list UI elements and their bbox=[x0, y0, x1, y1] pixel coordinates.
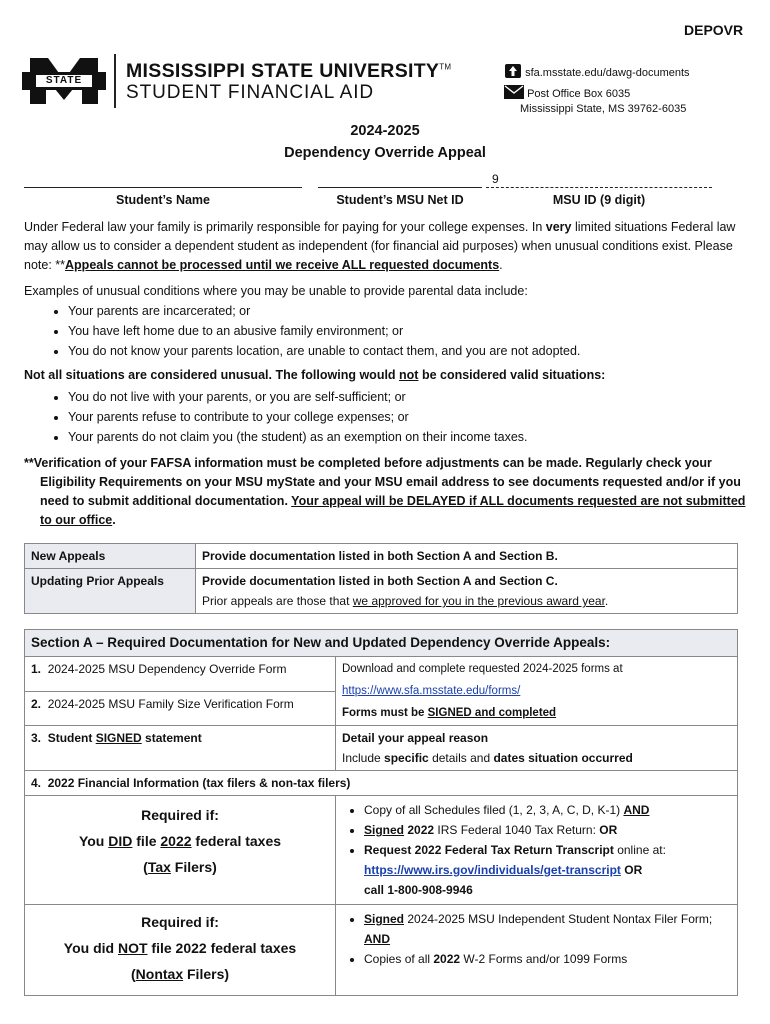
doc-text: IRS Federal 1040 Tax Return: bbox=[434, 823, 600, 837]
required-if: Required if: bbox=[141, 914, 219, 930]
net-id-label: Student’s MSU Net ID bbox=[336, 193, 464, 207]
item-3-end: statement bbox=[141, 731, 202, 745]
table-row bbox=[25, 657, 738, 692]
include-text-2: details and bbox=[428, 751, 494, 765]
irs-phone: call 1-800-908-9946 bbox=[364, 883, 473, 897]
irs-transcript-link[interactable]: https://www.irs.gov/individuals/get-transcript bbox=[364, 863, 621, 877]
tax-word: Tax bbox=[147, 859, 171, 875]
table-row bbox=[25, 796, 738, 905]
item-3-text: Student bbox=[47, 731, 96, 745]
list-item: • Your parents are incarcerated; or bbox=[68, 301, 768, 321]
updating-appeals-label: Updating Prior Appeals bbox=[25, 569, 196, 614]
doc-text: 2024-2025 MSU Independent Student Nontax Filer Form; bbox=[404, 912, 713, 926]
tax-filers-list bbox=[342, 800, 731, 900]
forms-must-note bbox=[342, 703, 731, 723]
examples-heading: Examples of unusual conditions where you may be unable to provide parental data include: bbox=[24, 284, 528, 298]
list-item bbox=[364, 949, 731, 969]
doc-and: AND bbox=[623, 803, 650, 817]
not-valid-heading bbox=[24, 366, 605, 385]
doc-text: online at: bbox=[613, 843, 666, 857]
doc-signed: Signed bbox=[364, 823, 405, 837]
city-address: Mississippi State, MS 39762-6035 bbox=[520, 103, 687, 115]
not-valid-list bbox=[24, 387, 768, 447]
list-item: • You do not know your parents location, are unable to contact them, and you are not adopted. bbox=[68, 341, 768, 361]
list-item: • You have left home due to an abusive family environment; or bbox=[68, 321, 768, 341]
doc-or: OR bbox=[620, 863, 643, 877]
department-name: STUDENT FINANCIAL AID bbox=[126, 82, 374, 103]
verification-text: **Verification of your FAFSA information must be completed before adjustments can be made. Regularly check your Eligibility Requirements on your MSU myState and your MSU email address to see documents requested and/or if you need to submit additional documentation. bbox=[24, 456, 741, 508]
title-year: 2024-2025 bbox=[350, 123, 420, 139]
university-name bbox=[126, 60, 451, 83]
doc-text: Copy of all Schedules filed (1, 2, 3, A, C, D, K-1) bbox=[364, 803, 624, 817]
intro-emphasis: very bbox=[545, 220, 572, 234]
item-3 bbox=[25, 726, 336, 771]
logo-divider bbox=[114, 54, 116, 108]
msu-id-field[interactable] bbox=[486, 187, 712, 189]
updating-appeals-cell bbox=[196, 569, 738, 614]
page-title: Dependency Override Appeal bbox=[284, 145, 486, 161]
website-link[interactable]: sfa.msstate.edu/dawg-documents bbox=[525, 67, 690, 79]
tax-filers-type bbox=[31, 854, 329, 880]
download-text: Download and complete requested 2024-2025 forms at bbox=[342, 663, 623, 675]
intro-text-2: limited situations Federal law may allow us to consider a dependent student as independent (for financial aid purposes) when unusual conditions exist. Please note: ** bbox=[24, 220, 736, 272]
prior-note-emphasis: we approved for you in the previous award year bbox=[352, 594, 605, 608]
intro-warning: Appeals cannot be processed until we receive ALL requested documents bbox=[65, 258, 500, 272]
prior-appeals-note bbox=[202, 591, 731, 611]
forms-download-cell bbox=[336, 657, 738, 726]
forms-must-emphasis: SIGNED and completed bbox=[427, 707, 557, 719]
table-row bbox=[25, 771, 738, 796]
list-item bbox=[364, 840, 731, 900]
doc-year: 2022 bbox=[433, 952, 461, 966]
item-number: 2. bbox=[31, 696, 42, 711]
student-name-label: Student’s Name bbox=[115, 193, 210, 207]
appeal-reason-cell bbox=[336, 726, 738, 771]
appeals-table bbox=[24, 543, 738, 614]
nontax-filers-docs bbox=[336, 905, 738, 996]
forms-must-text: Forms must be bbox=[342, 707, 428, 719]
new-appeals-text: Provide documentation listed in both Section A and Section B. bbox=[196, 544, 738, 569]
student-name-field[interactable] bbox=[24, 187, 302, 188]
table-row bbox=[25, 544, 738, 569]
po-box-row bbox=[504, 85, 630, 100]
tax-filers-docs bbox=[336, 796, 738, 905]
po-box: Post Office Box 6035 bbox=[527, 88, 631, 100]
intro-paragraph bbox=[24, 218, 746, 275]
item-1 bbox=[25, 657, 336, 692]
envelope-icon bbox=[504, 85, 524, 99]
appeal-reason-title: Detail your appeal reason bbox=[342, 731, 489, 745]
intro-end: . bbox=[499, 258, 503, 272]
table-row bbox=[25, 630, 738, 657]
new-appeals-label: New Appeals bbox=[25, 544, 196, 569]
item-4-text: 2022 Financial Information (tax filers & non-tax filers) bbox=[47, 776, 351, 790]
list-item: • You do not live with your parents, or you are self-sufficient; or bbox=[68, 387, 768, 407]
item-number: 3. bbox=[31, 731, 42, 745]
item-4 bbox=[25, 771, 738, 796]
not-valid-emphasis: not bbox=[399, 368, 419, 382]
website-row bbox=[504, 63, 690, 79]
item-number: 4. bbox=[31, 776, 42, 790]
filers-word: Filers) bbox=[183, 966, 230, 982]
filers-text-3: federal taxes bbox=[191, 833, 282, 849]
prior-note-end: . bbox=[604, 594, 609, 608]
nonfilers-text: You did bbox=[63, 940, 118, 956]
table-row bbox=[25, 905, 738, 996]
paren-open: ( bbox=[130, 966, 136, 982]
include-emphasis-2: dates situation occurred bbox=[493, 751, 633, 765]
nonfilers-not: NOT bbox=[117, 940, 148, 956]
nontax-filers-line bbox=[31, 935, 329, 961]
tax-filers-criteria bbox=[25, 796, 336, 905]
logo-badge-text: STATE bbox=[45, 75, 83, 86]
tax-filers-line bbox=[31, 828, 329, 854]
doc-transcript: Request 2022 Federal Tax Return Transcript bbox=[364, 843, 614, 857]
item-2-text: 2024-2025 MSU Family Size Verification Form bbox=[47, 696, 294, 711]
nontax-word: Nontax bbox=[135, 966, 184, 982]
university-text: MISSISSIPPI STATE UNIVERSITY bbox=[126, 60, 440, 82]
msu-logo bbox=[22, 56, 106, 106]
item-2 bbox=[25, 691, 336, 726]
list-item bbox=[364, 800, 731, 820]
item-1-text: 2024-2025 MSU Dependency Override Form bbox=[47, 662, 287, 676]
verification-note bbox=[24, 454, 748, 530]
verification-warning: Your appeal will be DELAYED if ALL documents requested are not submitted to our office bbox=[40, 494, 746, 527]
doc-text-2: W-2 Forms and/or 1099 Forms bbox=[460, 952, 628, 966]
form-code: DEPOVR bbox=[684, 22, 744, 38]
filers-word: Filers) bbox=[170, 859, 217, 875]
appeal-reason-note bbox=[342, 748, 731, 768]
filers-text-2: file bbox=[132, 833, 161, 849]
doc-year: 2022 bbox=[404, 823, 435, 837]
table-row bbox=[25, 569, 738, 614]
trademark: TM bbox=[439, 62, 452, 72]
list-item bbox=[364, 909, 731, 949]
filers-text: You bbox=[78, 833, 109, 849]
msu-id-label: MSU ID (9 digit) bbox=[552, 193, 646, 207]
doc-or: OR bbox=[599, 823, 618, 837]
prior-note-text: Prior appeals are those that bbox=[202, 594, 353, 608]
doc-text: Copies of all bbox=[364, 952, 434, 966]
paren-open: ( bbox=[143, 859, 148, 875]
nontax-filers-list bbox=[342, 909, 731, 969]
list-item: • Your parents do not claim you (the student) as an exemption on their income taxes. bbox=[68, 427, 768, 447]
nontax-filers-criteria bbox=[25, 905, 336, 996]
item-number: 1. bbox=[31, 662, 42, 676]
examples-list bbox=[24, 301, 768, 361]
table-row bbox=[25, 726, 738, 771]
filers-did: DID bbox=[108, 833, 133, 849]
verification-end: . bbox=[112, 513, 116, 527]
not-valid-text-2: be considered valid situations: bbox=[418, 368, 606, 382]
doc-and: AND bbox=[364, 932, 390, 946]
net-id-field[interactable] bbox=[318, 187, 482, 188]
intro-text: Under Federal law your family is primarily responsible for paying for your college expenses. In bbox=[24, 220, 546, 234]
updating-appeals-text: Provide documentation listed in both Section A and Section C. bbox=[202, 574, 558, 588]
item-3-emphasis: SIGNED bbox=[95, 731, 142, 745]
filers-year: 2022 bbox=[160, 833, 192, 849]
forms-link[interactable]: https://www.sfa.msstate.edu/forms/ bbox=[342, 685, 521, 697]
upload-icon bbox=[504, 63, 522, 79]
list-item bbox=[364, 820, 731, 840]
include-emphasis: specific bbox=[384, 751, 429, 765]
doc-signed: Signed bbox=[364, 912, 405, 926]
required-if: Required if: bbox=[141, 807, 219, 823]
section-a-table bbox=[24, 629, 738, 996]
nonfilers-text-2: file 2022 federal taxes bbox=[147, 940, 297, 956]
list-item: • Your parents refuse to contribute to your college expenses; or bbox=[68, 407, 768, 427]
include-text: Include bbox=[342, 751, 385, 765]
not-valid-text: Not all situations are considered unusual. The following would bbox=[24, 368, 400, 382]
nontax-filers-type bbox=[31, 961, 329, 987]
section-a-heading: Section A – Required Documentation for New and Updated Dependency Override Appeals: bbox=[25, 630, 738, 657]
msu-id-prefix: 9 bbox=[492, 172, 499, 186]
